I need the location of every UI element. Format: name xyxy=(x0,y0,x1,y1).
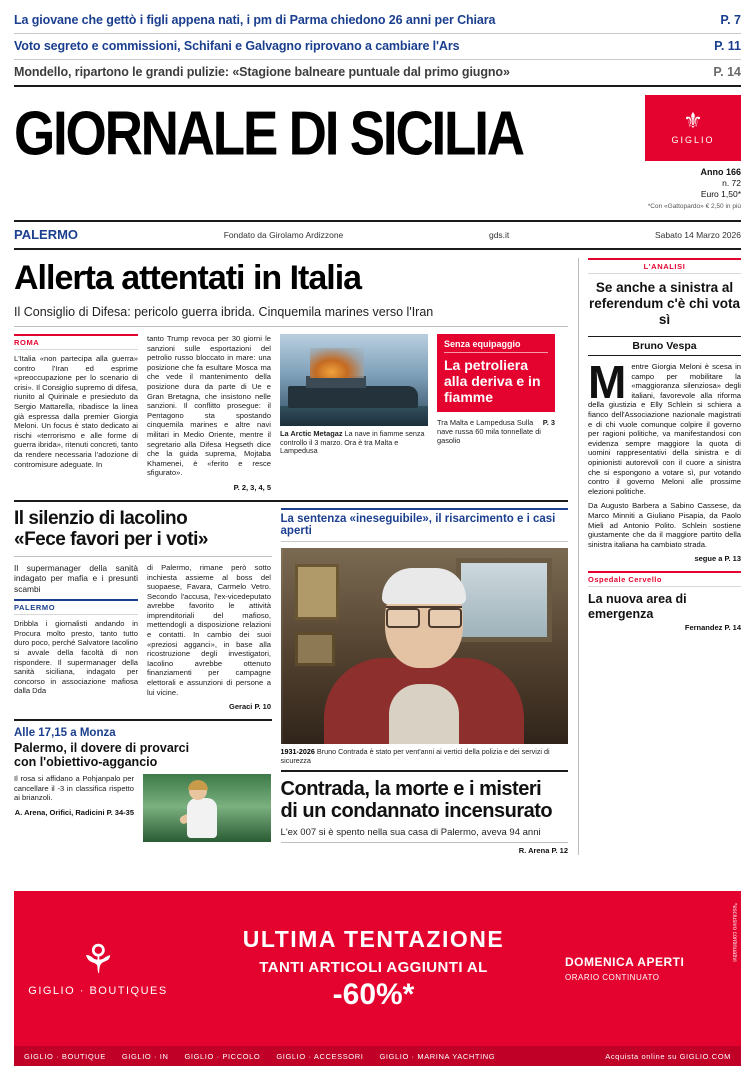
tanker-sidebar[interactable] xyxy=(437,334,555,492)
hospital-kicker: Ospedale Cervello xyxy=(588,571,741,587)
footballer-photo xyxy=(143,774,271,842)
contrada-title[interactable] xyxy=(281,778,568,822)
burning-tanker-photo xyxy=(280,334,428,426)
contrada-kicker: La sentenza «ineseguibile», il risarcimento e i casi aperti xyxy=(281,508,568,542)
ad-discount: -60%* xyxy=(332,977,415,1011)
iacolino-col1-text: Dribbla i giornalisti andando in Procura molto presto, tanto tutto duro poco, perché Salvatore Iacolino si avvale della facoltà di non rispondere. Il supermanager della sanità siciliana, indagato per concorso in associazione mafiosa dalla Dda xyxy=(14,619,138,696)
iacolino-col-2 xyxy=(147,563,271,711)
strip-item[interactable] xyxy=(14,34,741,60)
strip-item[interactable] xyxy=(14,8,741,34)
tanker-foot xyxy=(437,418,555,445)
monza-photo-wrap xyxy=(143,774,271,842)
edition-price-note: *Con «Gattopardo» € 2,50 in più xyxy=(647,203,741,210)
tanker-kicker: Senza equipaggio xyxy=(444,339,548,353)
masthead xyxy=(0,89,755,212)
lead-article xyxy=(14,334,568,492)
contrada-block xyxy=(281,508,568,855)
monza-title-line1: Palermo, il dovere di provarci xyxy=(14,741,190,756)
contrada-subtitle: L'ex 007 si è spento nella sua casa di Palermo, aveva 94 anni xyxy=(281,827,568,843)
fleur-de-lis-icon: ⚜ xyxy=(683,108,703,133)
analysis-paragraph-1: entre Giorgia Meloni è scesa in campo per mobilitare la «maggioranza silenziosa» degli italiani, favorevole alla riforma della giustizia e Elly Schlein si schiera a fianco dell'Associazione nazionale magistrati e di chi vuole comunque colpire il governo per ragioni politiche, va manifestandosi con evidenza sempre maggiore la quota di uomini rappresentativi della sinistra e di opinionisti autorevoli con il cuore a sinistra che si espongono a votare sì, pur votando contro il governo Meloni alle prossime elezioni politiche. xyxy=(588,362,741,496)
contrada-title-line1: Contrada, la morte e i misteri xyxy=(280,777,542,800)
monza-title-line2: con l'obiettivo-aggancio xyxy=(14,755,158,770)
ad-disclaimer: *esclusivo continuativi xyxy=(731,903,737,962)
sponsor-logo-box[interactable] xyxy=(645,95,741,161)
ad-online-store[interactable]: Acquista online su GIGLIO.COM xyxy=(605,1051,731,1061)
divider xyxy=(14,500,568,502)
monza-text xyxy=(14,774,134,842)
newspaper-logo: GIORNALE DI SICILIA xyxy=(14,99,523,169)
analysis-kicker: L'ANALISI xyxy=(588,258,741,274)
ship-photo-caption xyxy=(280,430,428,456)
edition-number: n. 72 xyxy=(722,178,741,188)
hospital-byline: Fernandez P. 14 xyxy=(684,623,741,633)
contrada-photo-caption xyxy=(281,744,568,772)
founder-note: Fondato da Girolamo Ardizzone xyxy=(223,229,344,240)
monza-block[interactable] xyxy=(14,727,272,842)
fleur-de-lis-icon: ⚘ xyxy=(80,937,116,982)
analysis-column xyxy=(579,258,741,855)
iacolino-block xyxy=(14,508,272,855)
iacolino-title-line2: «Fece favori per i voti» xyxy=(14,528,208,550)
ad-hours-block xyxy=(565,891,741,1046)
edition-city: PALERMO xyxy=(14,227,79,242)
advertisement-banner[interactable] xyxy=(14,891,741,1046)
tanker-page-ref: P. 3 xyxy=(542,418,555,427)
strip-headline[interactable]: Voto segreto e commissioni, Schifani e Galvagno riprovano a cambiare l'Ars xyxy=(14,39,460,53)
strip-item[interactable] xyxy=(14,60,741,87)
second-tier xyxy=(14,508,568,855)
website-url[interactable]: gds.it xyxy=(488,229,510,240)
iacolino-intro: Il supermanager della sanità indagato per mafia e i presunti scambi xyxy=(14,562,138,594)
hospital-title[interactable]: La nuova area di emergenza xyxy=(588,592,687,621)
ad-hours: ORARIO CONTINUATO xyxy=(565,973,660,982)
ad-brand-name: GIGLIO · BOUTIQUES xyxy=(28,984,168,997)
iacolino-col2-text: di Palermo, rimane però sotto inchiesta assieme al boss del suopaese, Favara, Carmelo Vetro. Secondo l'accusa, l'ex-vicedeputato avrebbe favorito le attività imprenditoriali del mafioso, mettendogli a disposizione relazioni e contatti. In cambio dei suoi «preziosi agganci», in base alla ricostruzione degli investigatori, Iacolino avrebbe ottenuto finanziamenti per campagne elettorali e assunzioni di persone a lui vicine. xyxy=(147,562,271,697)
edition-infobar xyxy=(14,220,741,250)
edition-year: Anno 166 xyxy=(700,167,741,177)
ad-message xyxy=(182,891,565,1046)
iacolino-byline: Geraci P. 10 xyxy=(229,702,271,712)
article-kicker: ROMA xyxy=(14,334,138,350)
analysis-paragraph-2: Da Augusto Barbera a Sabino Cassese, da Marco Minniti a Giuliano Pisapia, da Paolo Mieli ad Antonio Polito. Schlein sostiene giustamente che da il maggiore partito della sinistra italiana ha cambiato strada. xyxy=(588,501,741,549)
ship-caption-title: La Arctic Metagaz xyxy=(280,429,343,438)
contrada-title-line2: di un condannato incensurato xyxy=(280,799,553,822)
ad-open-sunday: DOMENICA APERTI xyxy=(565,955,685,969)
edition-price: Euro 1,50* xyxy=(700,189,741,199)
contrada-portrait-photo xyxy=(281,548,568,744)
analysis-continuation: segue a P. 13 xyxy=(694,554,741,564)
monza-body: Il rosa si affidano a Pohjanpalo per cancellare il -3 in classifica rispetto ai brianzoli. xyxy=(14,774,134,803)
ad-subtitle: TANTI ARTICOLI AGGIUNTI AL xyxy=(259,958,488,976)
ad-title: ULTIMA TENTAZIONE xyxy=(242,925,505,952)
lead-paragraph-1: L'Italia «non partecipa alla guerra» contro l'Iran ed esprime «preoccupazione per lo scenario di crisi». Il Consiglio supremo di difesa, riunito al Quirinale e presieduto da Sergio Mattarella, ribadisce la linea già espressa dalla premier Giorgia Meloni. Un focus è stato dedicato ai rischi «terrorismo e alle forme di guerra ibrida», ritenuti concreti, tanto da rendere necessaria l'adozione di contromisure adeguate. In xyxy=(14,354,138,469)
lead-text-col-1 xyxy=(14,334,138,492)
ad-link-accessori[interactable]: GIGLIO · ACCESSORI xyxy=(276,1051,364,1061)
ship-caption-text: La nave in fiamme senza controllo il 3 marzo. Ora è tra Malta e Lampedusa xyxy=(280,429,425,456)
ad-link-marina-yachting[interactable]: GIGLIO · MARINA YACHTING xyxy=(379,1051,496,1061)
iacolino-col-1 xyxy=(14,563,138,711)
monza-kicker: Alle 17,15 a Monza xyxy=(14,727,116,740)
ad-link-boutique[interactable]: GIGLIO · BOUTIQUE xyxy=(24,1051,106,1061)
page-title: Allerta attentati in Italia xyxy=(14,259,362,297)
ship-photo-block xyxy=(280,334,428,492)
ad-footer-links xyxy=(24,1052,495,1061)
ad-footer-bar[interactable] xyxy=(14,1046,741,1066)
ad-link-piccolo[interactable]: GIGLIO · PICCOLO xyxy=(184,1051,261,1061)
sponsor-name: GIGLIO xyxy=(671,135,715,145)
contrada-byline: R. Arena P. 12 xyxy=(518,845,568,855)
edition-info xyxy=(623,167,741,212)
edition-date: Sabato 14 Marzo 2026 xyxy=(654,229,741,240)
analysis-author: Bruno Vespa xyxy=(588,336,741,356)
iacolino-title[interactable] xyxy=(14,508,272,550)
strip-page-ref: P. 14 xyxy=(713,65,741,79)
lead-paragraph-2: tanto Trump revoca per 30 giorni le sanzioni sulle esportazioni del petrolio russo bloccato in mare: una posizione che fa esultare Mosca ma che vede il mantenimento della posizione dura da parte di Ue e Gran Bretagna, che insistono nelle sanzioni. Il conflitto prosegue: il Pentagono sta spostando cinquemila marines e altre navi militari in Medio Oriente, mentre il segretario alla Difesa Hegseth dice che la guida suprema, Mojtaba Khamenei, è «ferito e resce sfigurato». xyxy=(147,334,271,478)
headline-deck: Il Consiglio di Difesa: pericolo guerra ibrida. Cinquemila marines verso l'Iran xyxy=(14,305,568,327)
tanker-foot-text: Tra Malta e Lampedusa Sulla nave russa 60 mila tonnellate di gasolio xyxy=(437,418,541,445)
monza-byline: A. Arena, Orifici, Radicini P. 34-35 xyxy=(14,808,134,817)
tanker-title: La petroliera alla deriva e in fiamme xyxy=(444,357,541,405)
analysis-title[interactable]: Se anche a sinistra al referendum c'è chi vota sì xyxy=(588,280,740,327)
strip-page-ref: P. 7 xyxy=(720,13,741,27)
main-column xyxy=(14,258,579,855)
strip-page-ref: P. 11 xyxy=(714,39,741,53)
iacolino-kicker: PALERMO xyxy=(14,599,138,615)
ad-link-in[interactable]: GIGLIO · IN xyxy=(121,1051,169,1061)
strip-headline[interactable]: Mondello, ripartono le grandi pulizie: «Stagione balneare puntuale dal primo giugno» xyxy=(14,65,510,79)
lead-text-col-2 xyxy=(147,334,271,492)
monza-title xyxy=(14,741,272,769)
page-body xyxy=(0,258,755,855)
top-headlines-strip xyxy=(0,0,755,89)
analysis-body xyxy=(588,356,741,549)
contrada-years: 1931-2026 xyxy=(280,746,315,756)
iacolino-title-line1: Il silenzio di Iacolino xyxy=(14,507,188,529)
ad-brand-block xyxy=(14,891,182,1046)
contrada-caption-text: Bruno Contrada è stato per vent'anni ai vertici della polizia e dei servizi di sicurezza xyxy=(280,746,550,765)
tanker-red-box[interactable] xyxy=(437,334,555,412)
lead-page-refs: P. 2, 3, 4, 5 xyxy=(233,482,271,492)
analysis-dropcap: M xyxy=(588,356,627,408)
strip-headline[interactable]: La giovane che gettò i figli appena nati, i pm di Parma chiedono 26 anni per Chiara xyxy=(14,13,496,27)
